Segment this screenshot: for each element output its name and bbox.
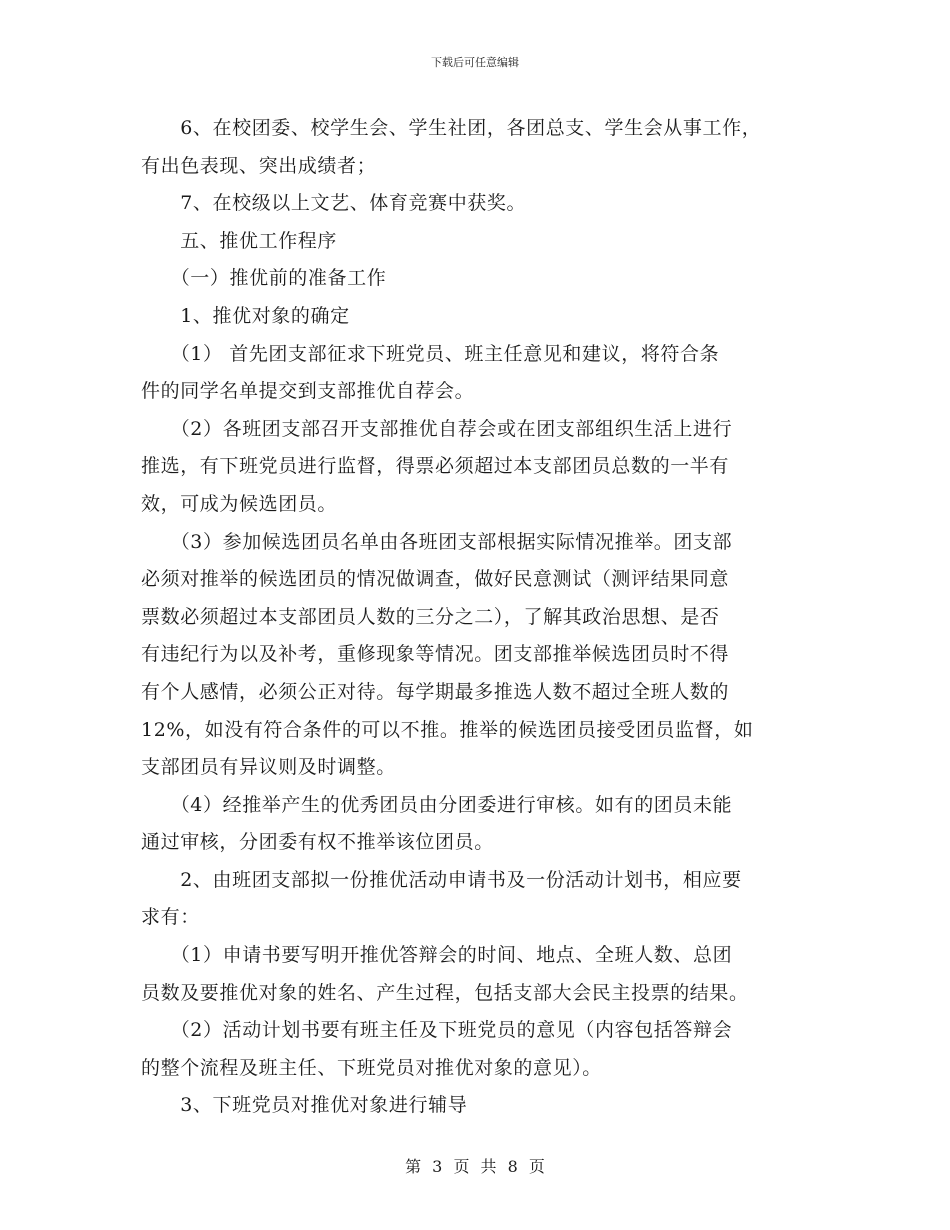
text-line: 员数及要推优对象的姓名、产生过程，包括支部大会民主投票的结果。 xyxy=(141,981,749,1004)
text-line: 票数必须超过本支部团员人数的三分之二），了解其政治思想、是否 xyxy=(141,605,720,628)
text-line: （3）参加候选团员名单由各班团支部根据实际情况推举。团支部 xyxy=(141,530,733,553)
text-line: （1） 首先团支部征求下班党员、班主任意见和建议，将符合条 xyxy=(141,342,720,365)
text-line: 12%，如没有符合条件的可以不推。推举的候选团员接受团员监督，如 xyxy=(141,718,754,741)
text-line: （2）活动计划书要有班主任及下班党员的意见（内容包括答辩会 xyxy=(141,1019,733,1042)
text-line: （1）申请书要写明开推优答辩会的时间、地点、全班人数、总团 xyxy=(141,944,733,967)
text-line: （2）各班团支部召开支部推优自荐会或在团支部组织生活上进行 xyxy=(141,417,733,440)
text-line: 有出色表现、突出成绩者； xyxy=(141,154,377,177)
subsection-heading: （一）推优前的准备工作 xyxy=(141,267,387,290)
text-line: 必须对推举的候选团员的情况做调查，做好民意测试（测评结果同意 xyxy=(141,568,730,591)
text-line: 2、由班团支部拟一份推优活动申请书及一份活动计划书，相应要 xyxy=(141,868,742,891)
text-line: 7、在校级以上文艺、体育竞赛中获奖。 xyxy=(141,192,527,215)
text-line: 推选，有下班党员进行监督，得票必须超过本支部团员总数的一半有 xyxy=(141,455,730,478)
text-line: 3、下班党员对推优对象进行辅导 xyxy=(141,1094,468,1117)
text-line: 的整个流程及班主任、下班党员对推优对象的意见）。 xyxy=(141,1056,602,1079)
text-line: 效，可成为候选团员。 xyxy=(141,492,338,515)
text-line: 件的同学名单提交到支部推优自荐会。 xyxy=(141,380,475,403)
text-line: 通过审核，分团委有权不推举该位团员。 xyxy=(141,831,494,854)
text-line: （4）经推举产生的优秀团员由分团委进行审核。如有的团员未能 xyxy=(141,793,733,816)
page-footer: 第 3 页 共 8 页 xyxy=(405,1157,545,1176)
text-line: 有违纪行为以及补考，重修现象等情况。团支部推举候选团员时不得 xyxy=(141,643,730,666)
text-line: 求有： xyxy=(141,906,200,929)
section-heading: 五、推优工作程序 xyxy=(141,229,338,252)
text-line: 有个人感情，必须公正对待。每学期最多推选人数不超过全班人数的 xyxy=(141,680,730,703)
text-line: 6、在校团委、校学生会、学生社团，各团总支、学生会从事工作， xyxy=(141,117,762,139)
item-heading: 1、推优对象的确定 xyxy=(141,304,350,327)
document-body xyxy=(141,110,811,1125)
page-header: 下载后可任意编辑 xyxy=(431,56,519,69)
text-line: 支部团员有异议则及时调整。 xyxy=(141,756,396,779)
